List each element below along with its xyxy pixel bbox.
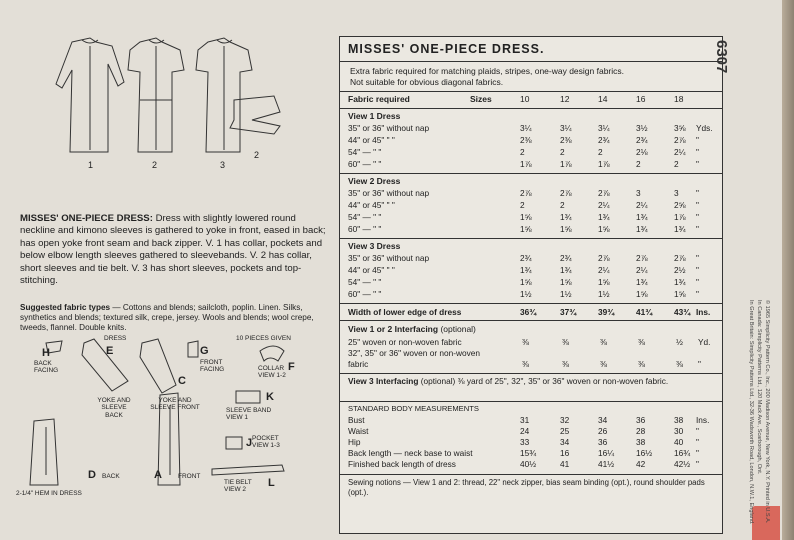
row-value: 33 (520, 437, 530, 447)
piece-label-e: YOKE AND SLEEVE BACK (97, 397, 131, 419)
measurements-title: STANDARD BODY MEASUREMENTS (348, 404, 479, 413)
row-unit: " (696, 253, 699, 263)
row-value: 2¼ (674, 147, 686, 157)
row-unit: " (696, 426, 699, 436)
interfacing12-value: ⅜ (638, 337, 645, 347)
row-unit: " (696, 135, 699, 145)
row-label: 60" — " " (348, 289, 382, 299)
row-unit: " (696, 459, 699, 469)
interfacing12-row3-label: fabric (348, 359, 369, 369)
piece-label-a: FRONT (178, 473, 201, 480)
interfacing12-optional: (optional) (440, 324, 476, 334)
row-value: 2¼ (636, 200, 648, 210)
interfacing12-value: ⅜ (522, 337, 529, 347)
piece-label-h: BACK FACING (34, 360, 59, 375)
chart-row (340, 159, 722, 169)
piece-letter-f: F (288, 361, 295, 373)
row-value: 1¾ (674, 277, 686, 287)
row-value: 1⅞ (560, 159, 572, 169)
row-value: 24 (520, 426, 530, 436)
row-value: 1⅝ (520, 224, 532, 234)
width-value: 43¾ (674, 307, 691, 317)
row-value: 16 (560, 448, 570, 458)
header-size: 16 (636, 94, 646, 104)
row-label: 60" — " " (348, 224, 382, 234)
chart-row (340, 289, 722, 299)
row-value: 2¾ (598, 135, 610, 145)
interfacing12-row2-label: 32", 35" or 36" woven or non-woven (348, 348, 480, 358)
divider (340, 173, 722, 174)
header-size: 18 (674, 94, 684, 104)
row-value: 2⅞ (598, 188, 610, 198)
piece-letter-l: L (268, 477, 275, 489)
divider (340, 474, 722, 475)
divider (340, 303, 722, 304)
copyright-line-3: In Great Britain: Simplicity Patterns Ltd., 32-36 Wadsworth Road, London, N.W.1, England. (748, 300, 754, 525)
interfacing3-title: View 3 Interfacing (348, 376, 419, 386)
interfacing12-value: ⅜ (522, 359, 529, 369)
copyright-line-1: © 1965 Simplicity Pattern Co., Inc., 200 Madison Avenue, New York, N.Y. Printed in U.S.A. (764, 300, 770, 524)
row-value: 1¾ (636, 224, 648, 234)
piece-label-k: SLEEVE BAND VIEW 1 (226, 407, 272, 422)
header-sizes: Sizes (470, 94, 492, 104)
dress-label: DRESS (104, 335, 127, 342)
row-value: 1¾ (674, 224, 686, 234)
row-unit: " (696, 289, 699, 299)
row-label: 35" or 36" without nap (348, 253, 430, 263)
row-label: Back length — neck base to waist (348, 448, 473, 458)
row-label: Hip (348, 437, 361, 447)
row-value: 36 (636, 415, 646, 425)
interfacing12-unit: " (698, 359, 701, 369)
row-value: 1¾ (598, 212, 610, 222)
row-value: 1⅝ (674, 289, 686, 299)
row-label: 35" or 36" without nap (348, 188, 430, 198)
view-sketches (12, 30, 334, 206)
fabric-types (20, 303, 330, 333)
interfacing12-title-text: View 1 or 2 Interfacing (348, 324, 439, 334)
divider (340, 238, 722, 239)
row-value: 2⅞ (674, 253, 686, 263)
row-value: 42 (636, 459, 646, 469)
chart-row (340, 415, 722, 425)
row-value: 2 (598, 147, 603, 157)
description-text: Dress with slightly lowered round neckline and kimono sleeves is gathered to yoke in front, eased in back; has open yoke front seam and back zipper. V. 1 has collar, pockets and below elbow length sleeves gathered to sleevebands. V. 2 has collar, short sleeves and tie belt. V. 3 has short sleeves, pockets and top-stitching. (20, 213, 326, 287)
row-value: 3¼ (598, 123, 610, 133)
row-unit: " (696, 224, 699, 234)
interfacing12-value: ½ (676, 337, 683, 347)
width-row (340, 307, 722, 317)
row-value: 34 (560, 437, 570, 447)
row-label: 44" or 45" " " (348, 200, 395, 210)
row-label: 44" or 45" " " (348, 265, 395, 275)
piece-label-g: FRONT FACING (200, 359, 225, 374)
interfacing3-text: (optional) ⅜ yard of 25", 32", 35" or 36" woven or non-woven fabric. (420, 376, 669, 386)
piece-j-shape (226, 437, 242, 449)
row-value: 26 (598, 426, 608, 436)
row-value: 34 (598, 415, 608, 425)
row-unit: " (696, 437, 699, 447)
interfacing3 (348, 376, 714, 387)
piece-label-f: COLLAR VIEW 1-2 (258, 365, 286, 380)
row-value: 2 (560, 147, 565, 157)
divider (340, 108, 722, 109)
row-label: 44" or 45" " " (348, 135, 395, 145)
row-value: 1⅝ (598, 224, 610, 234)
piece-d-shape (30, 419, 58, 485)
row-value: 2 (674, 159, 679, 169)
chart-row (340, 212, 722, 222)
row-unit: " (696, 448, 699, 458)
row-unit: Ins. (696, 415, 710, 425)
row-value: 1¾ (520, 265, 532, 275)
view-number-belt: 2 (254, 150, 260, 160)
chart-row (340, 265, 722, 275)
header-size: 12 (560, 94, 570, 104)
row-value: 25 (560, 426, 570, 436)
row-value: 38 (674, 415, 684, 425)
chart-row (340, 448, 722, 458)
row-value: 1½ (560, 289, 572, 299)
interfacing12-value: ⅜ (562, 359, 569, 369)
piece-letter-a: A (154, 469, 162, 481)
row-value: 40½ (520, 459, 537, 469)
piece-letter-k: K (266, 391, 274, 403)
copyright-line-2: In Canada: Simplicity Patterns Ltd., 120 Mack Ave., Scarborough, Ont. (756, 300, 762, 475)
row-value: 2⅞ (636, 253, 648, 263)
row-value: 2⅜ (560, 135, 572, 145)
row-value: 16¼ (598, 448, 615, 458)
chart-row (340, 277, 722, 287)
row-label: 60" — " " (348, 159, 382, 169)
row-value: 1⅞ (598, 159, 610, 169)
interfacing12-title (348, 324, 476, 334)
row-value: 2¼ (598, 200, 610, 210)
row-value: 16½ (636, 448, 653, 458)
row-value: 2½ (674, 265, 686, 275)
row-value: 28 (636, 426, 646, 436)
width-value: 37¾ (560, 307, 577, 317)
row-value: 41½ (598, 459, 615, 469)
row-value: 2 (560, 200, 565, 210)
interfacing12-row1 (340, 337, 722, 347)
row-value: 2⅝ (674, 200, 686, 210)
row-value: 1⅝ (560, 224, 572, 234)
piece-label-j: POCKET VIEW 1-3 (252, 435, 280, 450)
piece-f-shape (260, 346, 284, 361)
row-value: 3¼ (520, 123, 532, 133)
interfacing12-value: ⅜ (676, 359, 683, 369)
interfacing12-value: ⅜ (600, 359, 607, 369)
row-value: 1⅝ (598, 277, 610, 287)
row-value: 2⅞ (560, 188, 572, 198)
piece-letter-h: H (42, 347, 50, 359)
row-value: 40 (674, 437, 684, 447)
dress-description (20, 213, 330, 287)
left-panel (12, 30, 334, 535)
piece-c-shape (140, 339, 176, 393)
width-value: 39¾ (598, 307, 615, 317)
row-value: 3 (674, 188, 679, 198)
divider (340, 401, 722, 402)
sewing-notions: Sewing notions — View 1 and 2: thread, 22" neck zipper, bias seam binding (opt.), round shoulder pads (opt.). (348, 478, 705, 497)
row-label: Waist (348, 426, 369, 436)
row-value: 32 (560, 415, 570, 425)
pattern-number: 6307 (713, 40, 730, 74)
row-value: 1⅞ (520, 159, 532, 169)
chart-row (340, 147, 722, 157)
pieces-given: 10 PIECES GIVEN (236, 335, 291, 342)
chart-title: MISSES' ONE-PIECE DRESS. (348, 42, 545, 56)
interfacing12-unit: Yd. (698, 337, 711, 347)
fabric-types-heading: Suggested fabric types (20, 303, 111, 312)
row-value: 16¾ (674, 448, 691, 458)
yardage-chart (339, 36, 723, 534)
row-value: 36 (598, 437, 608, 447)
row-unit: " (696, 147, 699, 157)
row-value: 30 (674, 426, 684, 436)
header-size: 10 (520, 94, 530, 104)
row-value: 41 (560, 459, 570, 469)
row-value: 2⅞ (520, 188, 532, 198)
piece-label-d: BACK (102, 473, 120, 480)
row-value: 2¼ (598, 265, 610, 275)
row-label: 35" or 36" without nap (348, 123, 430, 133)
chart-row (340, 426, 722, 436)
row-value: 2 (520, 200, 525, 210)
row-value: 2⅞ (598, 253, 610, 263)
row-value: 1¾ (560, 265, 572, 275)
row-value: 2¼ (636, 265, 648, 275)
divider (340, 61, 722, 62)
width-value: 36¾ (520, 307, 537, 317)
chart-row (340, 437, 722, 447)
chart-header-row (340, 94, 722, 107)
row-unit: " (696, 200, 699, 210)
width-value: 41¾ (636, 307, 653, 317)
row-label: 54" — " " (348, 147, 382, 157)
row-value: 1⅝ (520, 212, 532, 222)
header-fabric: Fabric required (348, 94, 410, 104)
row-unit: " (696, 265, 699, 275)
description-title: MISSES' ONE-PIECE DRESS: (20, 213, 153, 224)
piece-letter-d: D (88, 469, 96, 481)
chart-row (340, 188, 722, 198)
interfacing12-row1-label: 25" woven or non-woven fabric (348, 337, 462, 347)
row-value: 3¼ (560, 123, 572, 133)
row-value: 1⅞ (674, 212, 686, 222)
row-value: 2⅛ (636, 147, 648, 157)
header-size: 14 (598, 94, 608, 104)
fabric-types-text: — Cottons and blends; sailcloth, poplin. Linen. Silks, synthetics and blends; textured silk, crepe, jersey. Wools and blends; wool crepe, tweeds, flannel. Double knits. (20, 303, 314, 332)
view1-title: View 1 Dress (348, 111, 401, 121)
view-number-3: 3 (220, 160, 226, 170)
row-value: 2⅞ (674, 135, 686, 145)
row-value: 42½ (674, 459, 691, 469)
hem-note: 2-1/4" HEM IN DRESS (16, 490, 82, 497)
divider (340, 91, 722, 92)
interfacing12-row2 (340, 348, 722, 358)
row-value: 1½ (598, 289, 610, 299)
chart-row (340, 123, 722, 133)
row-value: 2 (520, 147, 525, 157)
row-value: 31 (520, 415, 530, 425)
view-number-2: 2 (152, 160, 158, 170)
row-unit: " (696, 212, 699, 222)
row-value: 1½ (520, 289, 532, 299)
divider (340, 320, 722, 321)
view-number-1: 1 (88, 160, 94, 170)
width-label: Width of lower edge of dress (348, 307, 462, 317)
chart-row (340, 200, 722, 210)
width-unit: Ins. (696, 307, 711, 317)
piece-letter-j: J (246, 437, 253, 449)
view2-title: View 2 Dress (348, 176, 401, 186)
row-value: 2¾ (520, 253, 532, 263)
row-value: 2¾ (560, 253, 572, 263)
tie-belt-sketch (230, 96, 280, 134)
row-unit: Yds. (696, 123, 713, 133)
interfacing12-row3 (340, 359, 722, 369)
chart-row (340, 224, 722, 234)
row-value: 2¾ (636, 135, 648, 145)
row-value: 1¾ (636, 277, 648, 287)
row-value: 3⅝ (674, 123, 686, 133)
piece-g-shape (188, 341, 198, 357)
row-value: 15¾ (520, 448, 537, 458)
row-value: 1⅝ (520, 277, 532, 287)
row-value: 2 (636, 159, 641, 169)
row-value: 1¾ (560, 212, 572, 222)
interfacing12-value: ⅜ (600, 337, 607, 347)
envelope-edge (782, 0, 794, 540)
row-label: Finished back length of dress (348, 459, 456, 469)
chart-note-2: Not suitable for obvious diagonal fabrics. (350, 77, 504, 87)
row-value: 3½ (636, 123, 648, 133)
row-value: 1¾ (636, 212, 648, 222)
piece-label-c: YOKE AND SLEEVE FRONT (150, 397, 200, 412)
divider (340, 373, 722, 374)
row-value: 2⅜ (520, 135, 532, 145)
pattern-pieces-diagram (12, 335, 334, 535)
row-value: 1⅝ (636, 289, 648, 299)
chart-note-1: Extra fabric required for matching plaids, stripes, one-way design fabrics. (350, 66, 625, 76)
row-label: Bust (348, 415, 365, 425)
piece-label-l: TIE BELT VIEW 2 (224, 479, 252, 494)
row-unit: " (696, 188, 699, 198)
piece-letter-e: E (106, 345, 114, 357)
row-unit: " (696, 277, 699, 287)
row-label: 54" — " " (348, 212, 382, 222)
row-value: 1⅝ (560, 277, 572, 287)
piece-l-shape (212, 465, 284, 475)
interfacing12-value: ⅜ (562, 337, 569, 347)
row-unit: " (696, 159, 699, 169)
view3-title: View 3 Dress (348, 241, 401, 251)
piece-letter-g: G (200, 345, 209, 357)
row-label: 54" — " " (348, 277, 382, 287)
interfacing12-value: ⅜ (638, 359, 645, 369)
chart-row (340, 253, 722, 263)
piece-letter-c: C (178, 375, 186, 387)
piece-e-shape (82, 339, 128, 391)
chart-row (340, 459, 722, 469)
chart-row (340, 135, 722, 145)
row-value: 38 (636, 437, 646, 447)
row-value: 3 (636, 188, 641, 198)
piece-k-shape (236, 391, 260, 403)
